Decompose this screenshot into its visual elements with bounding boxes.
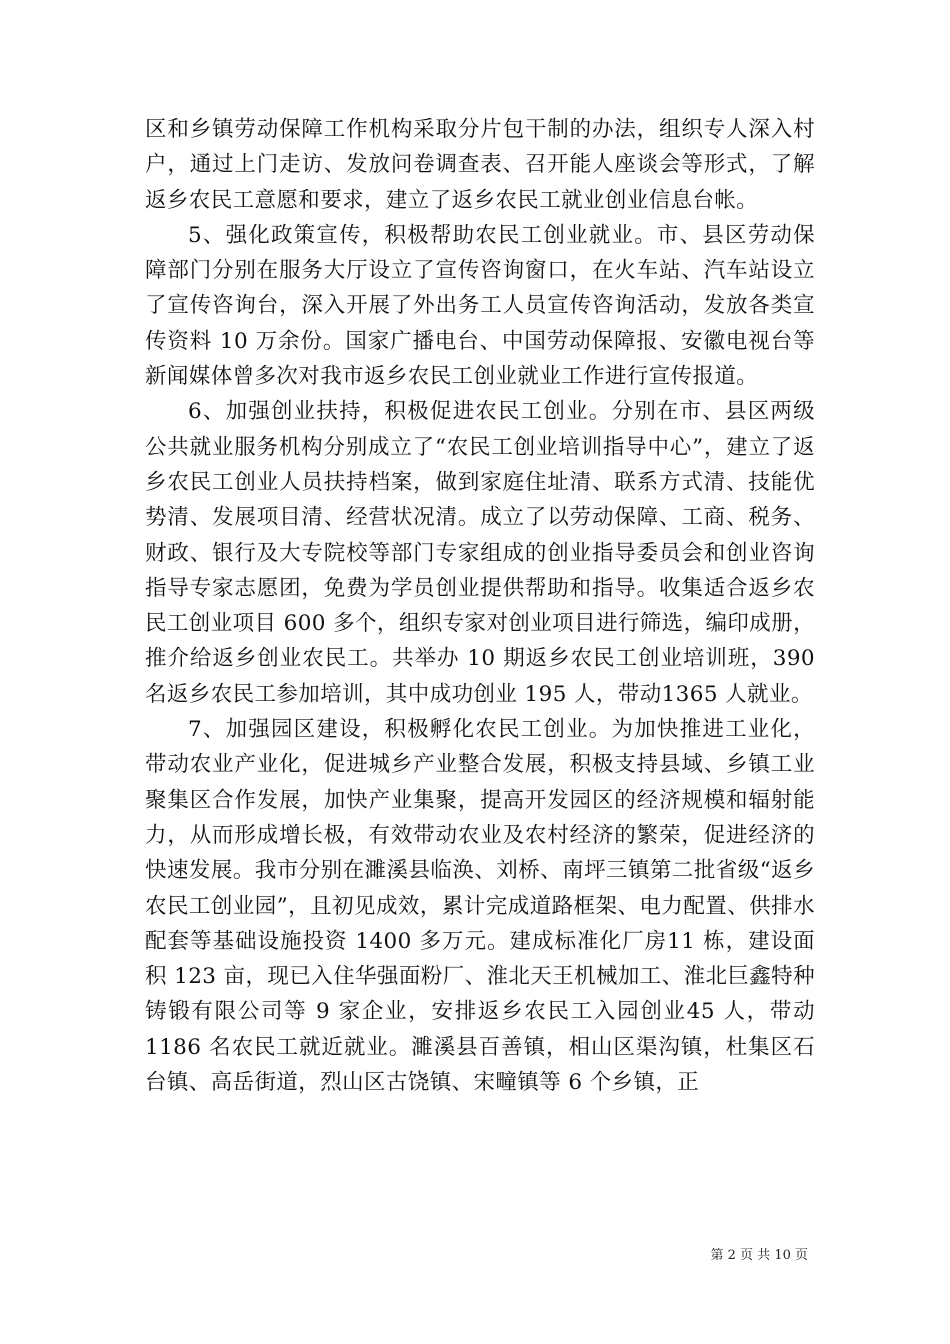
- paragraph-item-6: 6、加强创业扶持，积极促进农民工创业。分别在市、县区两级公共就业服务机构分别成立了“农民工创业培训指导中心”，建立了返乡农民工创业人员扶持档案，做到家庭住址清、联系方式清、技能优势清、发展项目清、经营状况清。成立了以劳动保障、工商、税务、财政、银行及大专院校等部门专家组成的创业指导委员会和创业咨询指导专家志愿团，免费为学员创业提供帮助和指导。收集适合返乡农民工创业项目 600 多个，组织专家对创业项目进行筛选，编印成册，推介给返乡创业农民工。共举办 10 期返乡农民工创业培训班，390 名返乡农民工参加培训，其中成功创业 195 人，带动1365 人就业。: [145, 399, 815, 707]
- paragraph-continued: 区和乡镇劳动保障工作机构采取分片包干制的办法，组织专人深入村户，通过上门走访、发放问卷调查表、召开能人座谈会等形式，了解返乡农民工意愿和要求，建立了返乡农民工就业创业信息台帐。: [145, 117, 815, 213]
- paragraph-item-7: 7、加强园区建设，积极孵化农民工创业。为加快推进工业化，带动农业产业化，促进城乡产业整合发展，积极支持县域、乡镇工业聚集区合作发展，加快产业集聚，提高开发园区的经济规模和辐射能力，从而形成增长极，有效带动农业及农村经济的繁荣，促进经济的快速发展。我市分别在濉溪县临涣、刘桥、南坪三镇第二批省级“返乡农民工创业园”，且初见成效，累计完成道路框架、电力配置、供排水配套等基础设施投资 1400 多万元。建成标准化厂房11 栋，建设面积 123 亩，现已入住华强面粉厂、淮北天王机械加工、淮北巨鑫特种铸锻有限公司等 9 家企业，安排返乡农民工入园创业45 人，带动 1186 名农民工就近就业。濉溪县百善镇，相山区渠沟镇，杜集区石台镇、高岳街道，烈山区古饶镇、宋疃镇等 6 个乡镇，正: [145, 717, 815, 1096]
- paragraph-item-5: 5、强化政策宣传，积极帮助农民工创业就业。市、县区劳动保障部门分别在服务大厅设立了宣传咨询窗口，在火车站、汽车站设立了宣传咨询台，深入开展了外出务工人员宣传咨询活动，发放各类宣传资料 10 万余份。国家广播电台、中国劳动保障报、安徽电视台等新闻媒体曾多次对我市返乡农民工创业就业工作进行宣传报道。: [145, 222, 815, 390]
- page-number-footer: 第 2 页 共 10 页: [710, 1248, 808, 1263]
- document-body: [145, 112, 815, 1100]
